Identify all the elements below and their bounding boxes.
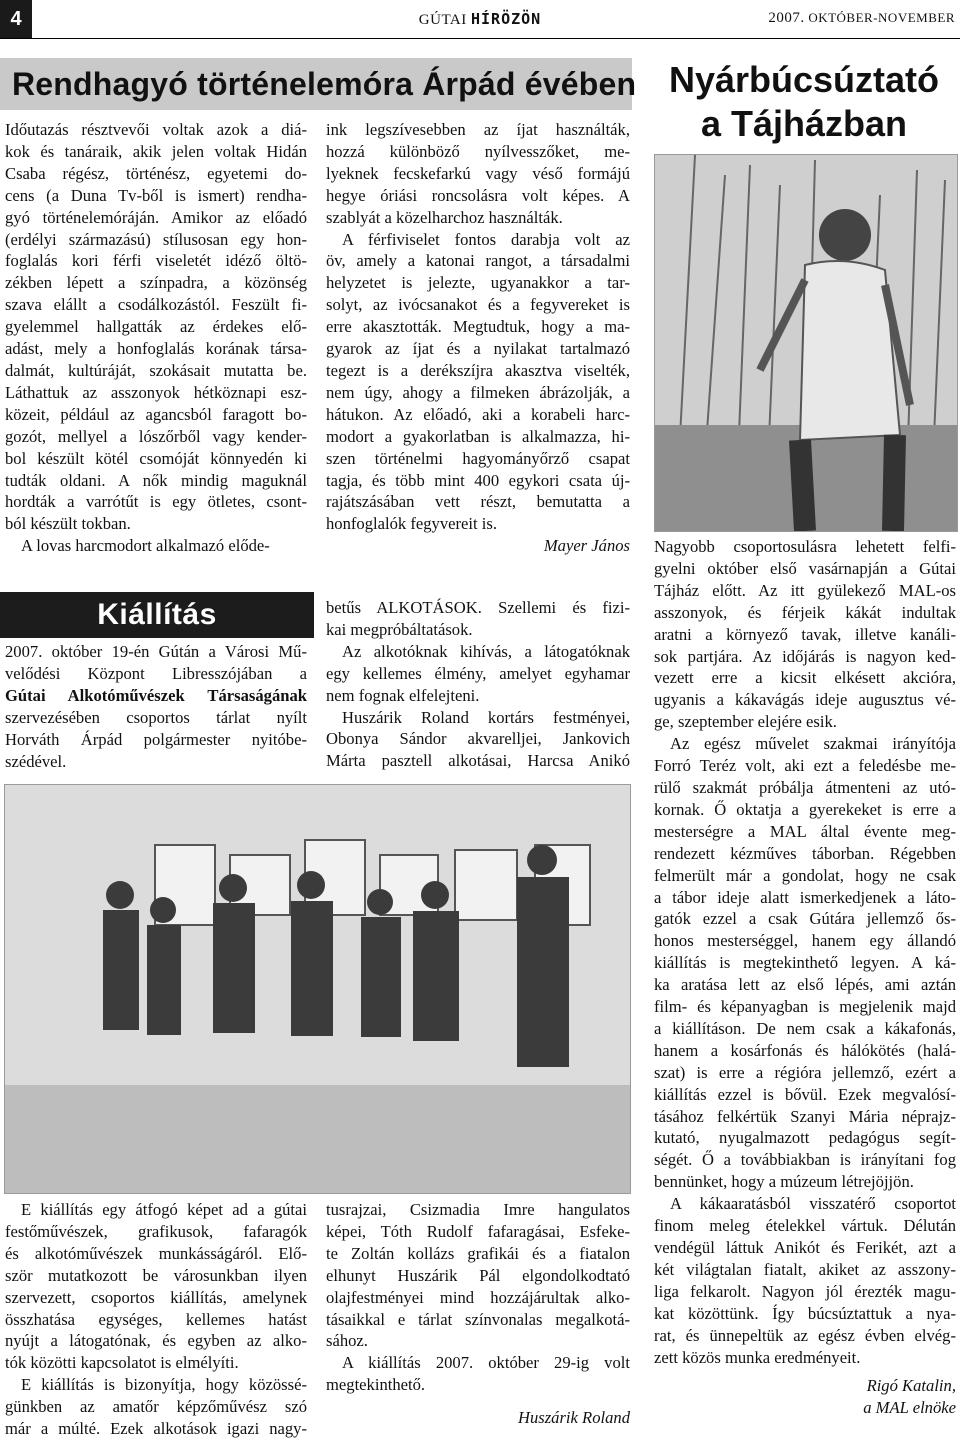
text-line: velődési Központ Libresszójában a [5, 663, 307, 683]
text-line: A kiállítás 2007. október 29-ig volt [342, 1353, 630, 1373]
text-line: Az egész művelet szakmai irányítója [670, 734, 956, 754]
text-line: hátukon. Az előadó, aki a korabeli harc- [326, 404, 630, 424]
text-line: gyelni október első vasárnapján a Gútai [654, 558, 956, 578]
text-line: ségét. Ő a továbbiakban is irányítani fog [654, 1150, 956, 1170]
text-line: gatók ezzel a csak Gútára jellemző ős- [654, 909, 956, 929]
text-line: tagja, és több mint 400 egykori csata új- [326, 470, 630, 490]
text-line: A lovas harcmodort alkalmazó előde- [21, 536, 270, 556]
text-line: asszonyok, és férjeik kákát indultak [654, 602, 956, 622]
text-line: sok partjára. Az időjárás is nagyon ked- [654, 646, 956, 666]
article1-title: Rendhagyó történelemóra Árpád évében [12, 66, 637, 102]
article3-author: Rigó Katalin, [866, 1376, 956, 1396]
text-line: hordták a varrótűt is egy ötletes, csont- [5, 492, 307, 512]
text-line: modort a gyakorlatban is alkalmazza, hi- [326, 426, 630, 446]
text-line: dalmát, kultúráját, szokásait mutatta be. [5, 360, 307, 380]
text-line: Huszárik Roland kortárs festményei, [342, 707, 630, 727]
text-line: gyarok az íjat és a nyilakat tartalmazó [326, 339, 630, 359]
reed-harvest-illustration [655, 155, 957, 531]
text-line: Időutazás résztvevői voltak azok a diá- [5, 120, 307, 139]
text-line: nem úgy, ahogy a filmeken ábrázolják, a [326, 382, 630, 402]
text-line: film- és képanyagban is megjelenik majd [654, 997, 956, 1017]
text-line: kornak. Ő oktatja a gyerekeket is erre a [654, 799, 956, 819]
article2-column1-top [5, 641, 307, 772]
text-line: hozzá különböző nyílvesszőket, me- [326, 141, 630, 161]
article3-body [654, 536, 956, 1419]
text-line: tók közötti kapcsolatot is elmélyíti. [5, 1353, 239, 1373]
article1-column2 [326, 119, 630, 557]
article3-author-role: a MAL elnöke [863, 1398, 956, 1418]
text-line: ugyanis a kákavágás ideje augusztus vé- [654, 690, 956, 710]
article2-column1-bottom [5, 1199, 307, 1440]
text-line: vezett erre a kicsit elkésett akcióra, [654, 668, 956, 688]
exhibition-group-photo [4, 784, 631, 1194]
text-line: ge, szeptember elejére esik. [654, 712, 837, 732]
newspaper-name-part1: GÚTAI [418, 12, 467, 28]
text-line: rülő szakmát próbálja átmenteni az utó- [654, 777, 956, 797]
text-line: A kákaaratásból visszatérő csoportot [670, 1194, 956, 1214]
text-line: Márta pasztell alkotásai, Harcsa Anikó [326, 751, 630, 771]
text-line: ink legszívesebben az íjat használták, [326, 120, 630, 139]
text-line: (erdélyi származású) stílusosan egy hon- [5, 229, 307, 249]
text-line: adást, mely a honfoglalás korának társa- [5, 339, 307, 359]
issue-months: OKTÓBER-NOVEMBER [808, 10, 955, 25]
text-line: nyújt a látogatónak, és egyben az alko- [5, 1331, 307, 1351]
text-line: günkben az amatőr képzőművész szó [5, 1397, 307, 1417]
text-line: már a múlté. Ezek alkotások igazi nagy- [5, 1419, 307, 1439]
article2-title: Kiállítás [97, 598, 217, 631]
text-line: solyt, az ivócsanakot és a fegyvereket is [326, 295, 630, 315]
text-line: rajátszásában vett részt, bemutatta a [326, 492, 630, 512]
text-line: rendezett kézműves táborban. Régebben [654, 843, 956, 863]
text-line: hegye óriási roncsolásra volt képes. A [326, 185, 630, 205]
text-line: helyzetet is jelezte, ugyanakkor a tar- [326, 273, 630, 293]
text-line: szen történelmi hagyományőrző csapat [326, 448, 630, 468]
text-line: rat, és ünnepeltük az egész évben elvég- [654, 1325, 956, 1345]
text-line: Obonya Sándor akvarelljei, Jankovich [326, 729, 630, 749]
text-line: kiállítás is megtekinthető legyen. A ká- [654, 953, 956, 973]
text-line: Tájház előtt. Az itt gyülekező MAL-os [654, 580, 956, 600]
text-line: elhunyt Huszárik Pál elgondolkodtató [326, 1265, 630, 1285]
article3-title [648, 58, 960, 146]
text-line: szervezésében csoportos tárlat nyílt [5, 707, 307, 727]
text-line: bennünket, hogy a múzeum létrejöjjön. [654, 1172, 914, 1192]
text-line: honfoglalók fegyvereit is. [326, 514, 497, 534]
text-line: te Zoltán kollázs grafikái és a fiatalon [326, 1243, 630, 1263]
text-line: Az alkotóknak kihívás, a látogatóknak [342, 641, 630, 661]
text-line: öv, amely a katonai rangot, a társadalmi [326, 251, 630, 271]
text-line: Forró Teréz volt, aki ezt a feledésbe me- [654, 756, 956, 776]
text-line: tásához felkértük Szanyi Mária néprajz- [654, 1106, 956, 1126]
text-line: foglalás kori férfi viseletét idéző öltö- [5, 251, 307, 271]
text-line: szervezett, csoportos kiállítás, amelynek [5, 1287, 307, 1307]
issue-date [710, 10, 955, 32]
text-line: kat közöttünk. Így búcsúztattuk a nya- [654, 1303, 956, 1323]
header-rule [0, 38, 960, 39]
text-line: sához. [326, 1331, 368, 1351]
text-line: A férfiviselet fontos darabja volt az [342, 229, 630, 249]
text-line: közeit, például az agancsból faragott bo- [5, 404, 307, 424]
text-line: erre akasztották. Megtudtuk, hogy a ma- [326, 317, 630, 337]
article3-title-line1: Nyárbúcsúztató [668, 59, 940, 100]
text-line: felmerült már a gondolat, hogy ne csak [654, 865, 956, 885]
text-line: aratni a környező tavak, illetve kanáli- [654, 624, 956, 644]
text-line: kutató, nyugalmazott pedagógus segít- [654, 1128, 956, 1148]
page-number: 4 [0, 0, 32, 38]
text-line: szédével. [5, 751, 67, 771]
text-line: képei, Tóth Rudolf fafaragásai, Esfeke- [326, 1221, 630, 1241]
article2-author: Huszárik Roland [517, 1408, 630, 1428]
issue-year: 2007. [768, 10, 805, 26]
newspaper-name-part2: HÍRÖZÖN [471, 10, 542, 28]
article1-title-banner [0, 58, 637, 110]
text-line: Horváth Árpád polgármester nyitóbe- [5, 729, 307, 749]
text-line: két világtalan fiatalt, akiket az asszony- [654, 1259, 956, 1279]
text-line: vendégül láttuk Anikót és Ferikét, azt a [654, 1238, 956, 1257]
text-line: Gútai Alkotóművészek Társaságának [5, 685, 307, 705]
newspaper-name [380, 10, 580, 32]
text-line: kiállítás ezzel is bővül. Ezek megvalósí- [654, 1084, 956, 1104]
text-line: tegezt is a derékszíjra akasztva viselték, [326, 360, 630, 380]
text-line: kok és tanáraik, akik jelen voltak Hidán [5, 141, 307, 161]
text-line: és alkotóművészek munkásságáról. Elő- [5, 1243, 307, 1263]
text-line: mesterségre a MAL által évente meg- [654, 821, 956, 841]
text-line: Láthattuk az asszonyok hétköznapi esz- [5, 382, 307, 402]
text-line: finom meleg ételekkel vártuk. Délután [654, 1216, 956, 1236]
text-line: zett közös munka eredményeit. [654, 1347, 861, 1367]
text-line: egy kellemes élmény, amelyet egyhamar [326, 663, 630, 683]
text-line: lyeknek fecskefarkú vagy véső formájú [326, 163, 630, 183]
article2-title-bar [0, 592, 314, 638]
text-line: Nagyobb csoportosulásra lehetett felfi- [654, 537, 956, 556]
text-line: a tábor ideje alatt ismerkedjenek a láto- [654, 887, 956, 907]
text-line: ször mutatkozott be városunkban ilyen [5, 1265, 307, 1285]
article1-column1 [5, 119, 307, 557]
text-line: tudták oldani. A nők mindig maguknál [5, 470, 307, 490]
text-line: kai megpróbáltatások. [326, 619, 473, 639]
text-line: ból készült tokban. [5, 514, 131, 534]
text-line: szablyát a közelharchoz használták. [326, 207, 563, 227]
exhibition-photo-illustration [5, 785, 630, 1193]
text-line: E kiállítás is bizonyítja, hogy közössé- [21, 1375, 307, 1395]
text-line: összhatása egységes, kellemes hatást [5, 1309, 307, 1329]
text-line: cens (a Duna Tv-ből is ismert) rendha- [5, 185, 307, 205]
text-line: liga felkarolt. Nagyon jól érezték magu- [654, 1281, 956, 1301]
article3-title-line2: a Tájházban [700, 103, 908, 144]
article1-author: Mayer János [543, 536, 630, 556]
text-line: nem fognak elfelejteni. [326, 685, 480, 705]
text-line: ka aratása lett az első lépés, ami aztán [654, 975, 956, 995]
text-line: bol készült kötél csomóját könnyedén ki [5, 448, 307, 468]
text-line: E kiállítás egy átfogó képet ad a gútai [21, 1200, 307, 1219]
article2-column2-top [326, 597, 630, 772]
text-line: gyelemmel hallgatták az érdekes elő- [5, 317, 307, 337]
text-line: festőművészek, grafikusok, fafaragók [5, 1221, 307, 1241]
text-line: olajfestményei mind hozzájárultak alko- [326, 1287, 630, 1307]
text-line: megtekinthető. [326, 1375, 426, 1395]
text-line: Csaba régész, történész, egyetemi do- [5, 163, 307, 183]
text-line: tusrajzai, Csizmadia Imre hangulatos [326, 1200, 630, 1219]
text-line: hanem a kosárfonás és hálókötés (halá- [654, 1040, 956, 1060]
text-line: szava elállt a csodálkozástól. Feszült fi- [5, 295, 307, 315]
text-line: honos mesterséggel, hanem egy állandó [654, 931, 956, 951]
reed-harvest-photo [654, 154, 958, 532]
text-line: betűs ALKOTÁSOK. Szellemi és fizi- [326, 598, 630, 617]
text-line: a kiállításon. De nem csak a kákafonás, [654, 1018, 956, 1038]
text-line: gozót, mellyel a lószőrből vagy kender- [5, 426, 307, 446]
text-line: 2007. október 19-én Gútán a Városi Mű- [5, 642, 307, 661]
text-line: zékben lépett a színpadra, a közönség [5, 273, 307, 293]
article2-column2-bottom [326, 1199, 630, 1429]
text-line: szat) is erre a régióra jellemző, ezért a [654, 1062, 956, 1082]
text-line: gyó történelemóráján. Amikor az előadó [5, 207, 307, 227]
text-line: tásaikkal e tárlat színvonalas megalkotá- [326, 1309, 630, 1329]
